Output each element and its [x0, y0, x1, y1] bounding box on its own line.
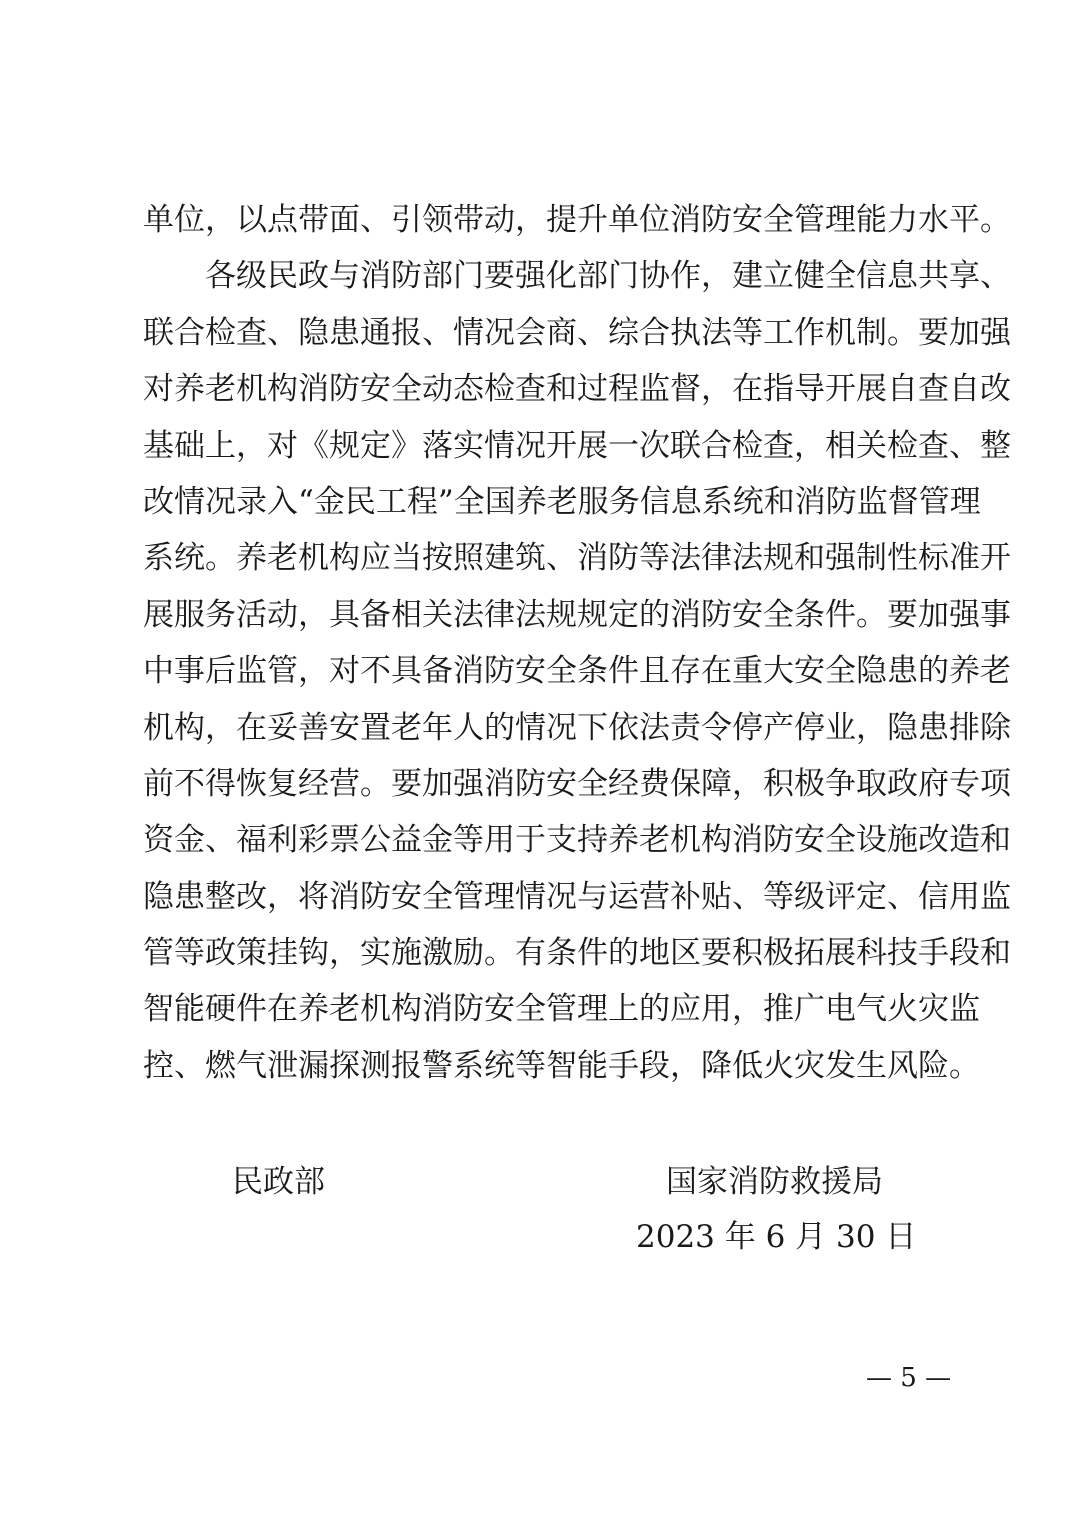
signature-date: 2023 年 6 月 30 日 — [636, 1219, 917, 1255]
body-line-5: 基础上，对《规定》落实情况开展一次联合检查，相关检查、整 — [143, 427, 1011, 464]
signature-ministry-of-civil-affairs: 民政部 — [232, 1164, 325, 1200]
body-line-9: 中事后监管，对不具备消防安全条件且存在重大安全隐患的养老 — [143, 653, 1011, 690]
signature-fire-rescue-bureau: 国家消防救援局 — [666, 1164, 883, 1200]
body-line-7: 系统。养老机构应当按照建筑、消防等法律法规和强制性标准开 — [143, 540, 1011, 577]
body-line-1: 单位，以点带面、引领带动，提升单位消防安全管理能力水平。 — [143, 202, 1011, 238]
body-line-2: 各级民政与消防部门要强化部门协作，建立健全信息共享、 — [205, 258, 1011, 295]
body-line-11: 前不得恢复经营。要加强消防安全经费保障，积极争取政府专项 — [143, 765, 1011, 802]
body-line-3: 联合检查、隐患通报、情况会商、综合执法等工作机制。要加强 — [143, 314, 1011, 351]
body-line-6: 改情况录入“金民工程”全国养老服务信息系统和消防监督管理 — [143, 483, 981, 520]
body-line-12: 资金、福利彩票公益金等用于支持养老机构消防安全设施改造和 — [143, 822, 1011, 859]
body-line-10: 机构，在妥善安置老年人的情况下依法责令停产停业，隐患排除 — [143, 709, 1011, 746]
body-line-4: 对养老机构消防安全动态检查和过程监督，在指导开展自查自改 — [143, 371, 1011, 408]
body-line-16: 控、燃气泄漏探测报警系统等智能手段，降低火灾发生风险。 — [143, 1047, 980, 1084]
body-line-13: 隐患整改，将消防安全管理情况与运营补贴、等级评定、信用监 — [143, 878, 1011, 915]
document-body — [143, 192, 1011, 1094]
page-number: — 5 — — [866, 1363, 952, 1393]
body-line-15: 智能硬件在养老机构消防安全管理上的应用，推广电气火灾监 — [143, 991, 980, 1028]
body-line-8: 展服务活动，具备相关法律法规规定的消防安全条件。要加强事 — [143, 596, 1011, 633]
body-line-14: 管等政策挂钩，实施激励。有条件的地区要积极拓展科技手段和 — [143, 935, 1011, 972]
